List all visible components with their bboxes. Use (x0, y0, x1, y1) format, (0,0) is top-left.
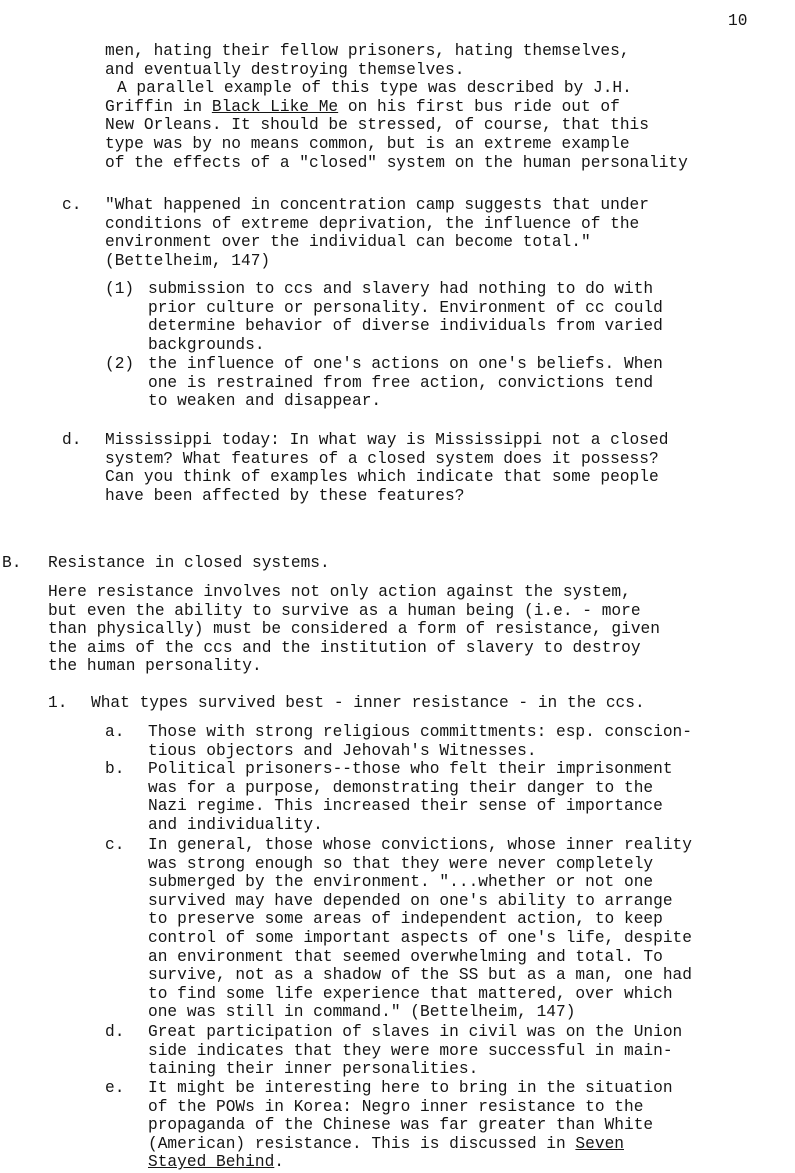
item-c-line: "What happened in concentration camp suggests that under (105, 196, 649, 214)
sub-d-line: Great participation of slaves in civil was on the Union (148, 1023, 683, 1041)
book-title-stayed-behind: Stayed Behind (148, 1153, 275, 1172)
page-number: 10 (728, 12, 748, 30)
item-c-sub2-line: to weaken and disappear. (148, 392, 382, 411)
griffin-pre: Griffin in (105, 97, 212, 116)
sub-d-line: side indicates that they were more successful in main- (148, 1041, 673, 1060)
griffin-post: on his first bus ride out of (338, 97, 620, 116)
sub-b-text (148, 760, 673, 834)
parallel-example-text: A parallel example of this type was described by J.H. (117, 79, 632, 98)
section-b-heading: Resistance in closed systems. (48, 554, 330, 572)
sub-e-line4 (148, 1135, 673, 1154)
sub-c-line: submerged by the environment. "...whether or not one (148, 873, 654, 892)
section-b-intro-line: the aims of the ccs and the institution of slavery to destroy (48, 638, 641, 657)
item-d-line: Mississippi today: In what way is Mississippi not a closed (105, 431, 669, 449)
sub-a-line: tious objectors and Jehovah's Witnesses. (148, 741, 537, 760)
item-d-line: system? What features of a closed system does it possess? (105, 449, 659, 468)
sub-a-text (148, 723, 692, 760)
sub-b-line: Nazi regime. This increased their sense of importance (148, 797, 663, 816)
section-b-intro-line: than physically) must be considered a form of resistance, given (48, 620, 660, 639)
item-c-marker: c. (62, 196, 82, 214)
sub-d-marker: d. (105, 1023, 125, 1041)
sub-c-line: was strong enough so that they were never completely (148, 854, 654, 873)
sub-a-line: Those with strong religious committments: esp. conscion- (148, 723, 692, 741)
intro-line: New Orleans. It should be stressed, of course, that this (105, 116, 649, 135)
sub-b-line: Political prisoners--those who felt their imprisonment (148, 760, 673, 778)
sub-c-line: one was still in command." (Bettelheim, 147) (148, 1003, 576, 1022)
intro-line: type was by no means common, but is an extreme example (105, 134, 630, 153)
section-b-marker: B. (2, 554, 22, 572)
sub-e-line5 (148, 1153, 673, 1172)
item-1-text: What types survived best - inner resistance - in the ccs. (91, 694, 645, 712)
sub-b-marker: b. (105, 760, 125, 778)
item-c-sub1-line: determine behavior of diverse individuals from varied (148, 317, 663, 336)
item-1-marker: 1. (48, 694, 68, 712)
sub-e-line: propaganda of the Chinese was far greater than White (148, 1116, 654, 1135)
intro-paragraph (105, 42, 688, 172)
sub-d-line: taining their inner personalities. (148, 1060, 479, 1079)
item-c-quote (105, 196, 649, 270)
item-c-sub1-line: backgrounds. (148, 335, 265, 354)
sub-c-marker: c. (105, 836, 125, 854)
item-c-sub2-line: one is restrained from free action, convictions tend (148, 373, 654, 392)
section-b-intro-line: the human personality. (48, 657, 262, 676)
sub-e-line: of the POWs in Korea: Negro inner resistance to the (148, 1097, 644, 1116)
sub-e-text (148, 1079, 673, 1172)
sub-c-line: an environment that seemed overwhelming and total. To (148, 947, 663, 966)
sub-c-line: to preserve some areas of independent action, to keep (148, 910, 663, 929)
sub-c-text (148, 836, 692, 1022)
item-d-line: Can you think of examples which indicate that some people (105, 468, 659, 487)
item-c-sub1-line: prior culture or personality. Environment of cc could (148, 298, 663, 317)
sub-e-marker: e. (105, 1079, 125, 1097)
sub-b-line: was for a purpose, demonstrating their danger to the (148, 778, 654, 797)
section-b-intro-line: but even the ability to survive as a human being (i.e. - more (48, 601, 641, 620)
sub-a-marker: a. (105, 723, 125, 741)
sub-e-line: It might be interesting here to bring in the situation (148, 1079, 673, 1097)
sub-d-text (148, 1023, 682, 1079)
item-c-sub2-marker: (2) (105, 355, 135, 373)
sub-e-line5-post: . (274, 1153, 285, 1172)
sub-e-line4-pre: (American) resistance. This is discussed in (148, 1134, 576, 1153)
parallel-example-line (105, 79, 688, 98)
item-d-line: have been affected by these features? (105, 486, 465, 505)
sub-c-line: survived may have depended on one's ability to arrange (148, 891, 673, 910)
book-title-black-like-me: Black Like Me (211, 97, 339, 116)
item-c-sub1 (148, 280, 663, 354)
item-c-line: conditions of extreme deprivation, the influence of the (105, 214, 640, 233)
sub-c-line: survive, not as a shadow of the SS but as a man, one had (148, 966, 692, 985)
item-d-text (105, 431, 668, 505)
sub-c-line: control of some important aspects of one's life, despite (148, 928, 692, 947)
item-c-line: environment over the individual can become total." (105, 233, 591, 252)
intro-line: of the effects of a "closed" system on the human personality (105, 153, 688, 172)
sub-c-line: to find some life experience that mattered, over which (148, 984, 673, 1003)
griffin-line (105, 98, 688, 117)
item-c-sub2-line: the influence of one's actions on one's beliefs. When (148, 355, 663, 373)
item-d-marker: d. (62, 431, 82, 449)
intro-line: men, hating their fellow prisoners, hating themselves, (105, 42, 630, 60)
section-b-intro (48, 583, 660, 676)
intro-line: and eventually destroying themselves. (105, 60, 465, 79)
book-title-seven: Seven (575, 1134, 624, 1153)
item-c-sub2 (148, 355, 663, 411)
section-b-intro-line: Here resistance involves not only action against the system, (48, 583, 631, 601)
sub-b-line: and individuality. (148, 815, 323, 834)
item-c-line: (Bettelheim, 147) (105, 251, 271, 270)
item-c-sub1-marker: (1) (105, 280, 135, 298)
sub-c-line: In general, those whose convictions, whose inner reality (148, 836, 692, 854)
item-c-sub1-line: submission to ccs and slavery had nothing to do with (148, 280, 654, 298)
